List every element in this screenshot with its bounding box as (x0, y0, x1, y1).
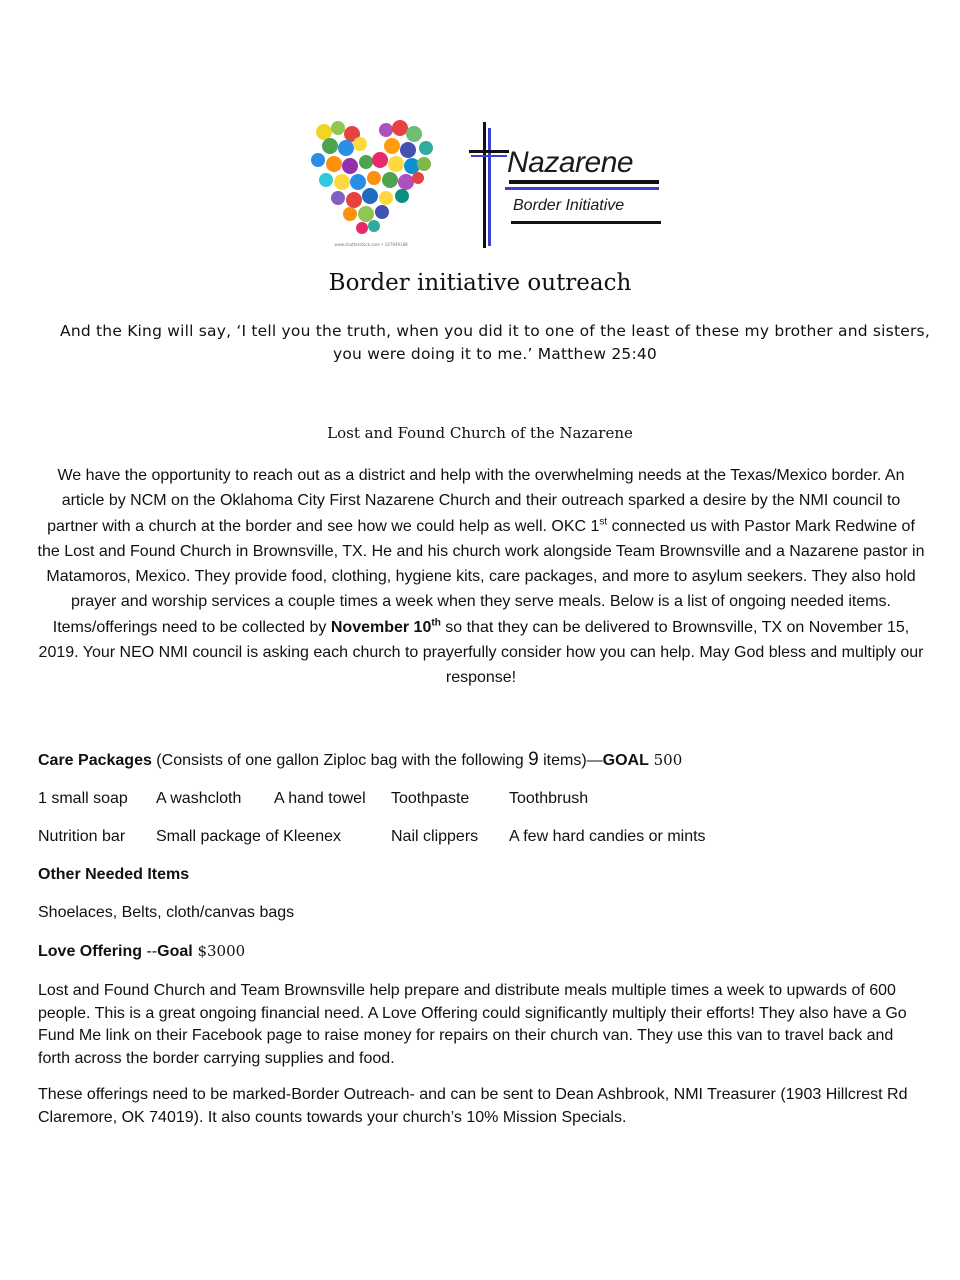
collection-deadline: November 10 (330, 618, 432, 636)
header-logos (300, 118, 670, 252)
intro-text-2: connected us with Pastor Mark Redwine of the Lost and Found Church in Brownsville, TX. He and his church work alongside Team Brownsville and a Nazarene pastor in Matamoros, Mexico. They provide food, clothing, hygiene kits, care packages, and more to asylum seekers. They also hold prayer and worship services a couple times a week when they serve meals. Below is a list of ongoing needed items. Items/offerings need to be collected by (37, 517, 925, 636)
logo-nazarene-text: Nazarene (507, 146, 634, 179)
other-items-list: Shoelaces, Belts, cloth/canvas bags (38, 904, 295, 921)
scripture-quote: And the King will say, ‘I tell you the truth, when you did it to one of the least of these my brother and sisters, you were doing it to me.’ Matthew 25:40 (60, 322, 930, 363)
page-title: Border initiative outreach (328, 270, 632, 296)
love-offering-heading: Love Offering (38, 943, 143, 960)
care-item-count: 9 (528, 749, 539, 770)
care-item: Small package of Kleenex (156, 828, 341, 845)
deadline-sup: th (431, 617, 441, 629)
heart-caption: www.shutterstock.com • 247949188 (334, 242, 408, 247)
intro-text-3: so that they can be delivered to Brownsville, TX on November 15, 2019. Your NEO NMI council is asking each church to prayerfully consider how you can help. May God bless and multiply our response! (38, 618, 924, 687)
mailing-instructions-paragraph: These offerings need to be marked-Border Outreach- and can be sent to Dean Ashbrook, NMI Treasurer (1903 Hillcrest Rd Claremore, OK 74019). It also counts towards your church’s 10% Mission Specials. (38, 1086, 908, 1126)
intro-text-1: We have the opportunity to reach out as a district and help with the overwhelming needs at the Texas/Mexico border. An article by NCM on the Oklahoma City First Nazarene Church and their outreach sparked a desire by the NMI council to partner with a church at the border and see how we could help as well. OKC 1 (47, 467, 905, 535)
care-desc-b: items)— (538, 752, 603, 769)
cross-icon (465, 120, 665, 250)
handprint-heart-logo (306, 118, 436, 252)
care-item: A washcloth (156, 790, 242, 807)
other-items-heading: Other Needed Items (38, 866, 190, 883)
church-subtitle: Lost and Found Church of the Nazarene (327, 424, 633, 442)
care-goal-label: GOAL (602, 752, 649, 769)
logo-border-initiative-text: Border Initiative (513, 197, 625, 214)
care-desc-a: (Consists of one gallon Ziploc bag with the following (151, 752, 529, 769)
care-item: Nutrition bar (38, 828, 126, 845)
intro-paragraph (36, 463, 926, 691)
love-goal-label: Goal (157, 943, 193, 960)
care-item: Toothpaste (391, 790, 470, 807)
care-item: Toothbrush (509, 790, 589, 807)
love-offering-line (38, 942, 245, 961)
love-goal-value: $3000 (192, 942, 246, 960)
care-packages-heading: Care Packages (38, 752, 152, 769)
care-item: 1 small soap (38, 790, 128, 807)
care-packages-line (38, 749, 682, 771)
care-item: A hand towel (274, 790, 366, 807)
love-dash: -- (142, 943, 158, 960)
nazarene-border-initiative-logo (465, 120, 665, 250)
care-item: A few hard candies or mints (509, 828, 706, 845)
intro-sup-1: st (599, 516, 608, 528)
care-goal-value: 500 (648, 751, 683, 769)
love-offering-paragraph: Lost and Found Church and Team Brownsville help prepare and distribute meals multiple times a week to upwards of 600 people. This is a great ongoing financial need. A Love Offering could significantly multiply their efforts! They also have a Go Fund Me link on their Facebook page to raise money for repairs on their church van. They use this van to travel back and forth across the border carrying supplies and food. (38, 982, 907, 1067)
care-item: Nail clippers (391, 828, 479, 845)
